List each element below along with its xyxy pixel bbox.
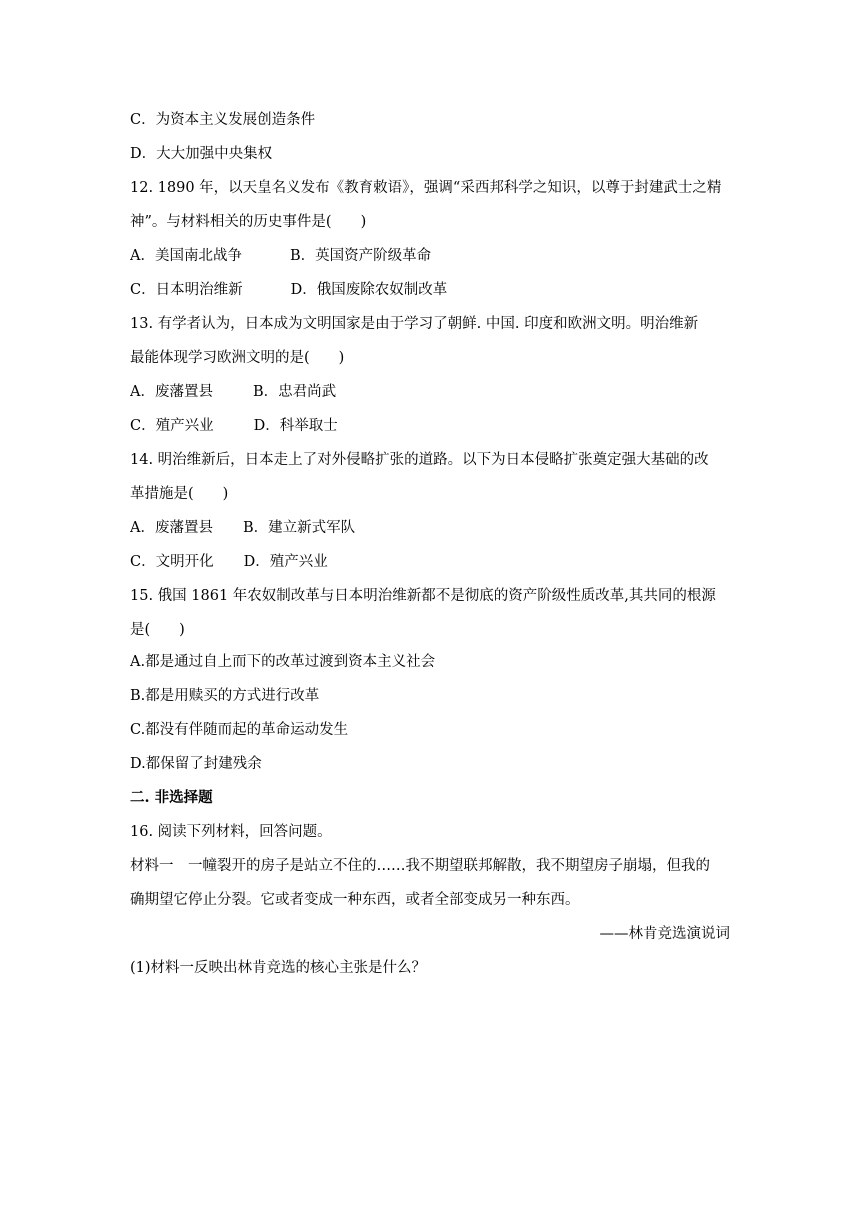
q14-option-c: C．文明开化: [130, 554, 214, 570]
q16-material1-line1: 材料一 一幢裂开的房子是站立不住的……我不期望联邦解散，我不期望房子崩塌，但我的: [130, 858, 710, 874]
q12-option-b: B．英国资产阶级革命: [289, 248, 432, 264]
q12-stem-line2: 神”。与材料相关的历史事件是( ): [130, 214, 367, 230]
q12-option-d: D．俄国废除农奴制改革: [290, 282, 448, 298]
q12-stem-line1: 12. 1890 年，以天皇名义发布《教育敕语》，强调“采西邦科学之知识，以尊于封建武士之精: [130, 180, 722, 196]
q16-instruction: 16. 阅读下列材料，回答问题。: [130, 824, 332, 840]
q14-option-b: B．建立新式军队: [242, 520, 356, 536]
q11-option-d: D．大大加强中央集权: [130, 146, 273, 162]
q16-material1-source: ——林肯竞选演说词: [599, 926, 730, 942]
q15-option-b: B.都是用赎买的方式进行改革: [130, 688, 320, 704]
q14-stem-line1: 14. 明治维新后，日本走上了对外侵略扩张的道路。以下为日本侵略扩张奠定强大基础的改: [130, 452, 709, 468]
q12-options-ab: [130, 246, 740, 266]
q13-option-a: A．废藩置县: [130, 384, 213, 400]
q12-option-a: A．美国南北战争: [130, 248, 242, 264]
q15-option-a: A.都是通过自上而下的改革过渡到资本主义社会: [130, 654, 436, 670]
q14-options-cd: [130, 552, 740, 572]
q13-option-b: B．忠君尚武: [252, 384, 337, 400]
q14-option-a: A．废藩置县: [130, 520, 213, 536]
q14-stem-line2: 革措施是( ): [130, 486, 229, 502]
q14-option-d: D．殖产兴业: [243, 554, 328, 570]
q14-options-ab: [130, 518, 740, 538]
q12-option-c: C．日本明治维新: [130, 282, 243, 298]
q16-subquestion-1: (1)材料一反映出林肯竞选的核心主张是什么？: [130, 960, 427, 976]
q13-options-ab: [130, 382, 740, 402]
q11-option-c: C．为资本主义发展创造条件: [130, 112, 316, 128]
q13-options-cd: [130, 416, 740, 436]
q16-material1-line2: 确期望它停止分裂。它或者变成一种东西，或者全部变成另一种东西。: [130, 892, 580, 908]
q13-option-d: D．科举取士: [253, 418, 338, 434]
q15-option-d: D.都保留了封建残余: [130, 756, 262, 772]
q12-options-cd: [130, 280, 740, 300]
q13-stem-line2: 最能体现学习欧洲文明的是( ): [130, 350, 345, 366]
q13-stem-line1: 13. 有学者认为，日本成为文明国家是由于学习了朝鲜. 中国. 印度和欧洲文明。明治维新: [130, 316, 699, 332]
q15-stem-line1: 15. 俄国 1861 年农奴制改革与日本明治维新都不是彻底的资产阶级性质改革,其共同的根源: [130, 588, 716, 604]
q15-option-c: C.都没有伴随而起的革命运动发生: [130, 722, 349, 738]
q13-option-c: C．殖产兴业: [130, 418, 214, 434]
section-heading-non-choice: 二. 非选择题: [130, 789, 213, 806]
q15-stem-line2: 是( ): [130, 622, 185, 638]
